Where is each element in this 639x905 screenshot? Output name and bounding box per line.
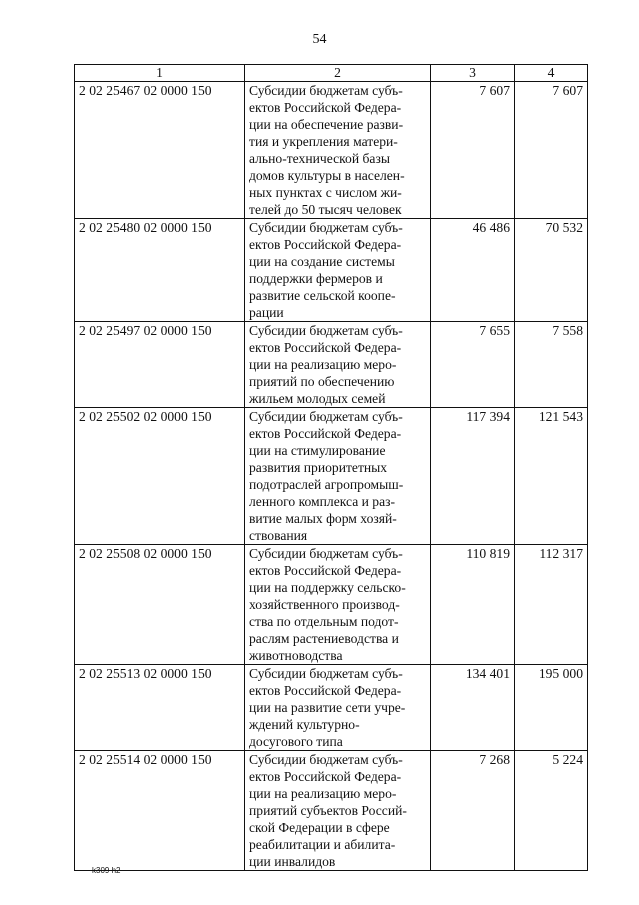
budget-code: 2 02 25514 02 0000 150 — [75, 751, 245, 871]
subsidy-description: Субсидии бюджетам субъ- ектов Российской Федера- ции на обеспечение разви- тия и укрепления матери- ально-технической базы домов культуры в населен- ных пунктах с числом жи- телей до 50 тысяч человек — [245, 82, 431, 219]
subsidy-description: Субсидии бюджетам субъ- ектов Российской Федера- ции на стимулирование развития приоритетных подотраслей агропромыш- ленного комплекса и раз- витие малых форм хозяй- ствования — [245, 408, 431, 545]
column-header-3: 3 — [431, 65, 515, 82]
table-row — [75, 219, 588, 322]
subsidy-description: Субсидии бюджетам субъ- ектов Российской Федера- ции на поддержку сельско- хозяйственного производ- ства по отдельным подот- раслям растениеводства и животноводства — [245, 545, 431, 665]
table-row — [75, 408, 588, 545]
amount-column-4: 7 607 — [515, 82, 588, 219]
budget-table — [74, 64, 588, 871]
document-footer-mark: k309 h2 — [92, 866, 121, 875]
amount-column-4: 195 000 — [515, 665, 588, 751]
subsidy-description: Субсидии бюджетам субъ- ектов Российской Федера- ции на создание системы поддержки фермеров и развитие сельской коопе- рации — [245, 219, 431, 322]
column-header-2: 2 — [245, 65, 431, 82]
budget-code: 2 02 25497 02 0000 150 — [75, 322, 245, 408]
table-header-row — [75, 65, 588, 82]
amount-column-3: 46 486 — [431, 219, 515, 322]
table-row — [75, 665, 588, 751]
amount-column-3: 117 394 — [431, 408, 515, 545]
budget-code: 2 02 25467 02 0000 150 — [75, 82, 245, 219]
amount-column-4: 7 558 — [515, 322, 588, 408]
amount-column-3: 134 401 — [431, 665, 515, 751]
column-header-4: 4 — [515, 65, 588, 82]
amount-column-3: 110 819 — [431, 545, 515, 665]
budget-code: 2 02 25502 02 0000 150 — [75, 408, 245, 545]
amount-column-4: 112 317 — [515, 545, 588, 665]
amount-column-3: 7 607 — [431, 82, 515, 219]
budget-code: 2 02 25508 02 0000 150 — [75, 545, 245, 665]
budget-code: 2 02 25513 02 0000 150 — [75, 665, 245, 751]
amount-column-3: 7 268 — [431, 751, 515, 871]
table-row — [75, 82, 588, 219]
subsidy-description: Субсидии бюджетам субъ- ектов Российской Федера- ции на реализацию меро- приятий по обеспечению жильем молодых семей — [245, 322, 431, 408]
amount-column-4: 5 224 — [515, 751, 588, 871]
subsidy-description: Субсидии бюджетам субъ- ектов Российской Федера- ции на реализацию меро- приятий субъектов Россий- ской Федерации в сфере реабилитации и абилита- ции инвалидов — [245, 751, 431, 871]
table-row — [75, 322, 588, 408]
amount-column-4: 121 543 — [515, 408, 588, 545]
table-row — [75, 751, 588, 871]
budget-code: 2 02 25480 02 0000 150 — [75, 219, 245, 322]
column-header-1: 1 — [75, 65, 245, 82]
amount-column-4: 70 532 — [515, 219, 588, 322]
page-number: 54 — [312, 32, 327, 47]
amount-column-3: 7 655 — [431, 322, 515, 408]
table-row — [75, 545, 588, 665]
subsidy-description: Субсидии бюджетам субъ- ектов Российской Федера- ции на развитие сети учре- ждений культурно- досугового типа — [245, 665, 431, 751]
